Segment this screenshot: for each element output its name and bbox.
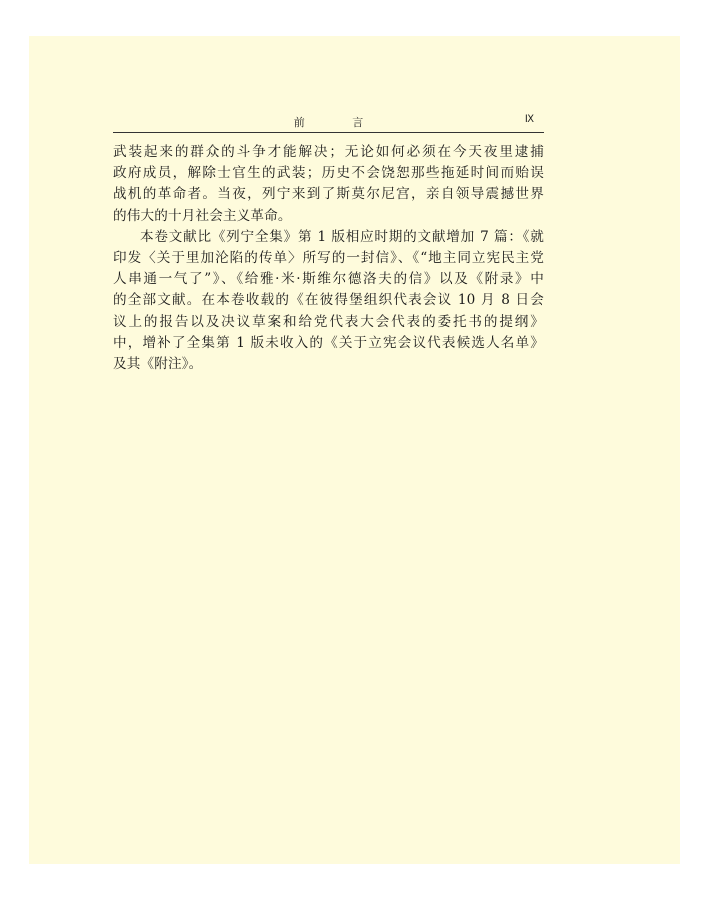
body-text: [113, 142, 544, 375]
text-line: 战机的革命者。当夜，列宁来到了斯莫尔尼宫，亲自领导震撼世界: [113, 186, 544, 203]
text-line: 武装起来的群众的斗争才能解决；无论如何必须在今天夜里逮捕: [113, 144, 544, 160]
text-line: 人串通一气了”》、《给雅·米·斯维尔德洛夫的信》以及《附录》中: [113, 271, 544, 288]
text-line: 印发〈关于里加沦陷的传单〉所写的一封信》、《“地主同立宪民主党: [113, 249, 544, 266]
running-header: [113, 112, 544, 133]
text-line: 中，增补了全集第 1 版未收入的《关于立宪会议代表候选人名单》: [113, 334, 544, 351]
text-line: 政府成员，解除士官生的武装；历史不会饶恕那些拖延时间而贻误: [113, 165, 544, 182]
paragraph-1: [113, 142, 544, 227]
text-line: 的伟大的十月社会主义革命。: [113, 207, 292, 224]
text-line: 的全部文献。在本卷收载的《在彼得堡组织代表会议 10 月 8 日会: [113, 292, 544, 309]
page-number: Ⅸ: [524, 114, 534, 125]
text-line: 议上的报告以及决议草案和给党代表大会代表的委托书的提纲》: [113, 313, 544, 330]
text-line: 本卷文献比《列宁全集》第 1 版相应时期的文献增加 7 篇：《就: [140, 228, 544, 245]
header-title: 前 言: [293, 116, 386, 129]
text-line: 及其《附注》。: [113, 355, 203, 372]
paragraph-2: [113, 227, 544, 375]
